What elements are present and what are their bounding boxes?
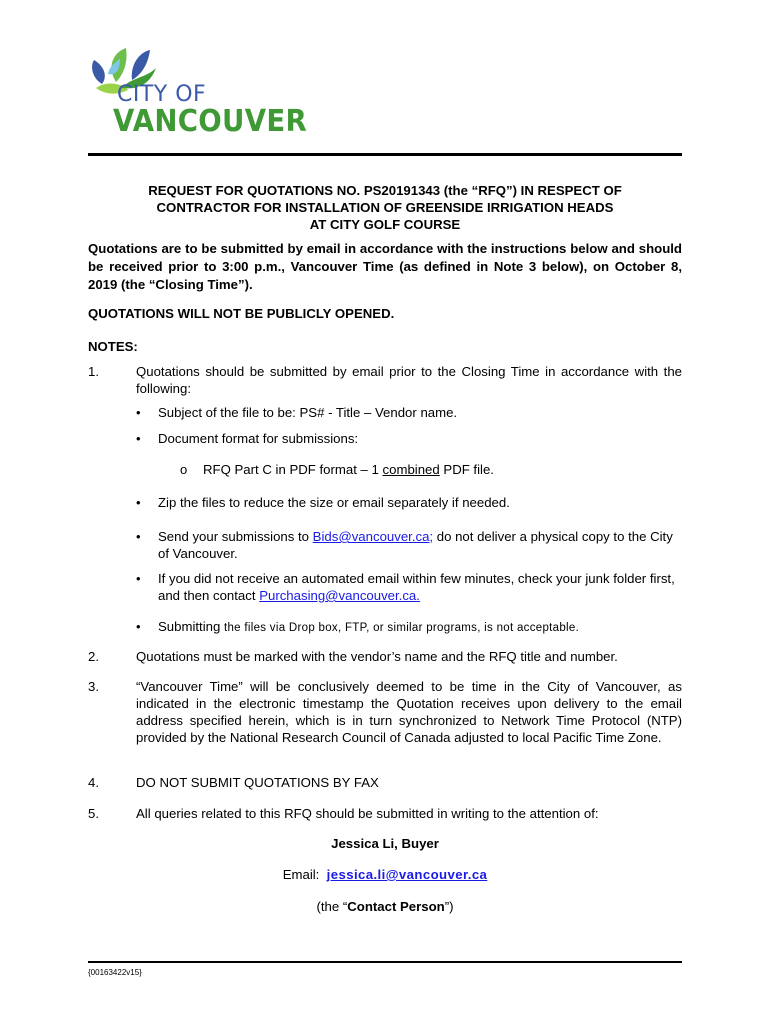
footer-divider <box>88 961 682 963</box>
bullet-icon: • <box>136 529 141 544</box>
note-1-bullet-subject: Subject of the file to be: PS# - Title – Vendor name. <box>158 405 458 420</box>
notes-heading: NOTES: <box>88 339 138 354</box>
note-1-text: Quotations should be submitted by email prior to the Closing Time in accordance with the following: <box>136 364 682 396</box>
note-2-text: Quotations must be marked with the vendor’s name and the RFQ title and number. <box>136 649 618 664</box>
contact-email-link[interactable]: jessica.li@vancouver.ca <box>326 867 488 882</box>
bullet-icon: • <box>136 571 141 586</box>
title-line-1: REQUEST FOR QUOTATIONS NO. PS20191343 (the “RFQ”) IN RESPECT OF <box>148 183 622 198</box>
note-number: 3. <box>88 679 99 694</box>
note-3-text: “Vancouver Time” will be conclusively deemed to be time in the City of Vancouver, as indicated in the electronic timestamp the Quotation receives upon delivery to the email address specified herein, which is in turn synchronized to Network Time Protocol (NTP) provided by the National Research Council of Canada adjusted to local Pacific Time Zone. <box>136 679 682 745</box>
contact-text: If you did not receive an automated email within few minutes, check your junk folder first, and then contact <box>158 571 675 603</box>
submitting-text: Submitting <box>158 619 224 634</box>
title-line-3: AT CITY GOLF COURSE <box>309 217 461 232</box>
document-title <box>88 182 682 233</box>
note-1-sub-bullet-pdf <box>203 462 494 477</box>
note-1-bullet-submitting <box>158 618 682 637</box>
purchasing-email-link[interactable]: Purchasing@vancouver.ca. <box>259 588 420 603</box>
note-number: 1. <box>88 364 99 379</box>
bids-email-link[interactable]: Bids@vancouver.ca; <box>312 529 434 544</box>
contact-person-label <box>88 899 682 914</box>
note-number: 5. <box>88 806 99 821</box>
title-line-2: CONTRACTOR FOR INSTALLATION OF GREENSIDE IRRIGATION HEADS <box>156 200 614 215</box>
note-number: 4. <box>88 775 99 790</box>
sub-bullet-text-end: PDF file. <box>439 462 494 477</box>
email-label: Email: <box>282 867 320 882</box>
contact-person-pre: (the “ <box>316 899 348 914</box>
contact-person-bold: Contact Person <box>347 899 445 914</box>
logo-city-of-text: CITY OF <box>117 82 207 107</box>
contact-email-line <box>88 867 682 882</box>
bullet-icon: • <box>136 431 141 446</box>
note-1-bullet-zip: Zip the files to reduce the size or email separately if needed. <box>158 495 510 510</box>
note-4-text: DO NOT SUBMIT QUOTATIONS BY FAX <box>136 775 379 790</box>
document-id-footer: {00163422v15} <box>88 968 142 977</box>
bullet-icon: • <box>136 495 141 510</box>
intro-paragraph: Quotations are to be submitted by email in accordance with the instructions below and should be received prior to 3:00 p.m., Vancouver Time (as defined in Note 3 below), on October 8, 2019 (the “Closing Time”). <box>88 241 682 292</box>
combined-underlined: combined <box>382 462 440 477</box>
note-1-bullet-send <box>158 528 682 562</box>
send-text-end: do not deliver a physical copy to the City of Vancouver. <box>158 529 673 561</box>
sub-bullet-text: RFQ Part C in PDF format – 1 <box>203 462 383 477</box>
send-text: Send your submissions to <box>158 529 313 544</box>
circle-bullet-icon: o <box>180 462 188 477</box>
bullet-icon: • <box>136 619 141 634</box>
note-1-bullet-format: Document format for submissions: <box>158 431 359 446</box>
note-number: 2. <box>88 649 99 664</box>
note-5-text: All queries related to this RFQ should be submitted in writing to the attention of: <box>136 806 599 821</box>
bullet-icon: • <box>136 405 141 420</box>
contact-name: Jessica Li, Buyer <box>331 836 439 851</box>
submitting-small-text: the files via Drop box, FTP, or similar programs, is not acceptable. <box>223 622 580 634</box>
not-opened-notice: QUOTATIONS WILL NOT BE PUBLICLY OPENED. <box>88 306 395 321</box>
logo-vancouver-text: VANCOUVER <box>113 104 308 139</box>
note-1-bullet-contact <box>158 570 682 604</box>
header-divider <box>88 153 682 156</box>
contact-person-post: ”) <box>444 899 454 914</box>
